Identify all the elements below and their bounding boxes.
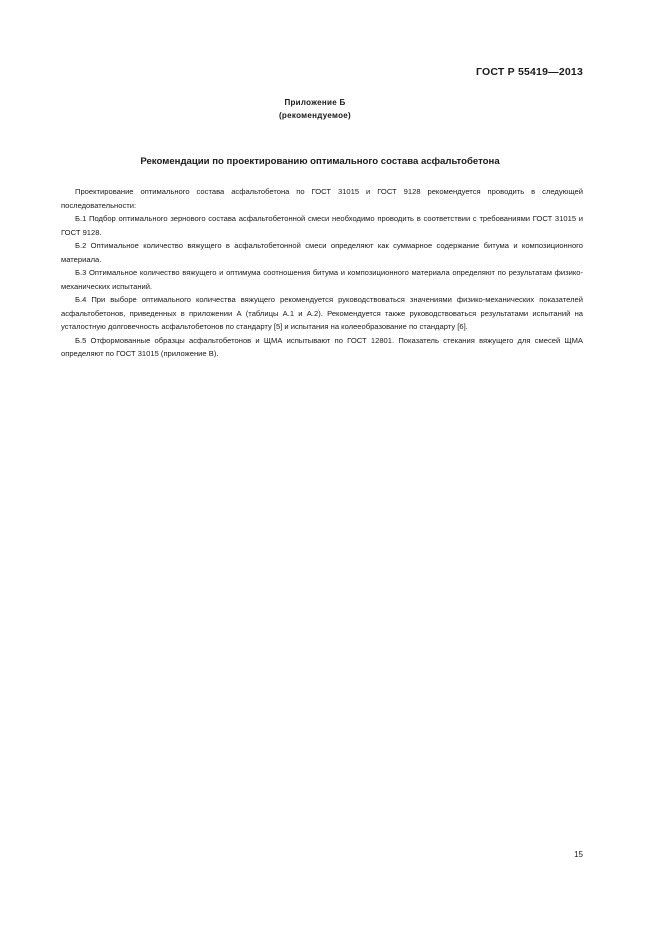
appendix-heading [0, 96, 630, 122]
page-title: Рекомендации по проектированию оптимального состава асфальтобетона [140, 156, 500, 167]
paragraph-b1: Б.1 Подбор оптимального зернового состава асфальтобетонной смеси необходимо проводить в соответствии с требованиями ГОСТ 31015 и ГОСТ 9128. [61, 214, 583, 237]
intro-paragraph: Проектирование оптимального состава асфальтобетона по ГОСТ 31015 и ГОСТ 9128 рекомендуется проводить в следующей последовательности: [61, 187, 583, 210]
paragraph-b5: Б.5 Отформованные образцы асфальтобетонов и ЩМА испытывают по ГОСТ 12801. Показатель стекания вяжущего для смесей ЩМА определяют по ГОСТ 31015 (приложение В). [61, 335, 583, 358]
page-number: 15 [574, 850, 583, 859]
paragraph-b4: Б.4 При выборе оптимального количества вяжущего рекомендуется руководствоваться значениями физико-механических показателей асфальтобетонов, приведенных в приложении А (таблицы А.1 и А.2). Рекомендуется также руководствоваться результатами испытаний на усталостную долговечность асфальтобетонов по стандарту [5] и испытания на колееобразование по стандарту [6]. [61, 295, 583, 331]
document-body [61, 185, 583, 361]
appendix-status: (рекомендуемое) [278, 111, 352, 120]
appendix-label: Приложение Б [284, 98, 346, 107]
paragraph-b2: Б.2 Оптимальное количество вяжущего в асфальтобетонной смеси определяют как суммарное содержание битума и композиционного материала. [61, 241, 583, 264]
document-code: ГОСТ Р 55419—2013 [475, 66, 583, 78]
paragraph-b3: Б.3 Оптимальное количество вяжущего и оптимума соотношения битума и композиционного материала определяют по результатам физико-механических испытаний. [61, 268, 583, 291]
